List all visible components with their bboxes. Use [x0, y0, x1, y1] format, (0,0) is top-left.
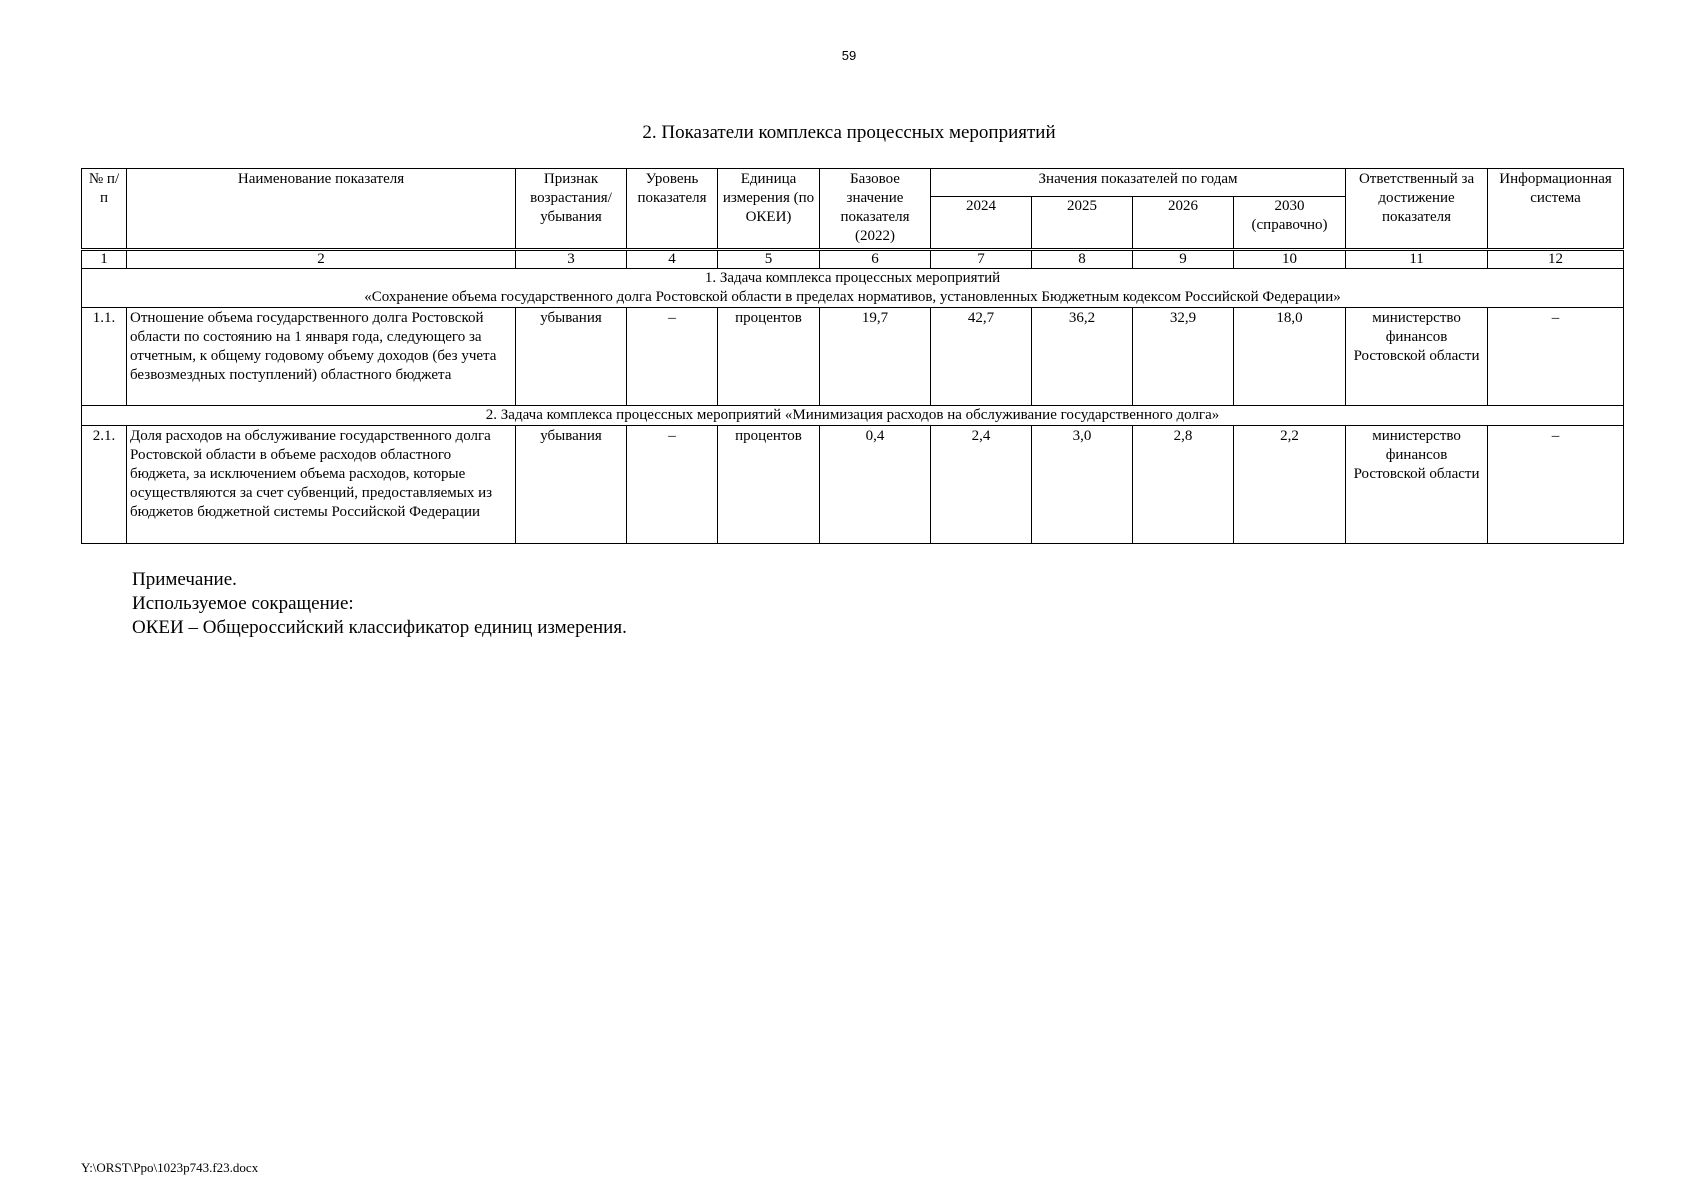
header-base: Базовое значение показателя (2022) [820, 169, 931, 250]
column-number: 3 [516, 250, 627, 269]
header-responsible: Ответственный за достижение показателя [1346, 169, 1488, 250]
row-y2030: 2,2 [1234, 426, 1346, 544]
row-level: – [627, 308, 718, 406]
header-level: Уровень показателя [627, 169, 718, 250]
header-trend: Признак возрастания/ убывания [516, 169, 627, 250]
column-number: 12 [1488, 250, 1624, 269]
table-row [82, 426, 1624, 544]
footer-file-path: Y:\ORST\Ppo\1023p743.f23.docx [81, 1160, 259, 1175]
row-name: Отношение объема государственного долга Ростовской области по состоянию на 1 января года, следующего за отчетным, к общему годовому объему доходов (без учета безвозмездных поступлений) областного бюджета [127, 308, 516, 406]
row-info-system: – [1488, 426, 1624, 544]
task-1-header [82, 269, 1624, 308]
header-unit: Единица измерения (по ОКЕИ) [718, 169, 820, 250]
header-name: Наименование показателя [127, 169, 516, 250]
row-num: 1.1. [82, 308, 127, 406]
column-number: 10 [1234, 250, 1346, 269]
row-unit: процентов [718, 308, 820, 406]
row-num: 2.1. [82, 426, 127, 544]
task-1-description: «Сохранение объема государственного долга Ростовской области в пределах нормативов, установленных Бюджетным кодексом Российской Федерации» [364, 289, 1341, 305]
row-y2024: 42,7 [931, 308, 1032, 406]
column-number: 5 [718, 250, 820, 269]
notes-block [132, 568, 627, 640]
column-number: 7 [931, 250, 1032, 269]
task-2-header-row [82, 406, 1624, 426]
indicators-table [81, 168, 1624, 544]
row-base: 0,4 [820, 426, 931, 544]
row-responsible: министерство финансов Ростовской области [1346, 426, 1488, 544]
header-info-system: Информационная система [1488, 169, 1624, 250]
row-level: – [627, 426, 718, 544]
page-number: 59 [841, 48, 857, 63]
task-1-header-row [82, 269, 1624, 308]
row-y2026: 2,8 [1133, 426, 1234, 544]
header-num: № п/п [82, 169, 127, 250]
table-header-row [82, 169, 1624, 197]
task-2-header: 2. Задача комплекса процессных мероприятий «Минимизация расходов на обслуживание государственного долга» [82, 406, 1624, 426]
task-1-title: 1. Задача комплекса процессных мероприятий [704, 270, 1001, 286]
header-year-2025: 2025 [1032, 196, 1133, 249]
row-base: 19,7 [820, 308, 931, 406]
column-number: 9 [1133, 250, 1234, 269]
row-name: Доля расходов на обслуживание государственного долга Ростовской области в объеме расходов областного бюджета, за исключением объема расходов, которые осуществляются за счет субвенций, предоставляемых из бюджетов бюджетной системы Российской Федерации [127, 426, 516, 544]
row-y2030: 18,0 [1234, 308, 1346, 406]
row-responsible: министерство финансов Ростовской области [1346, 308, 1488, 406]
column-numbers-row [82, 250, 1624, 269]
column-number: 6 [820, 250, 931, 269]
header-year-2026: 2026 [1133, 196, 1234, 249]
note-abbreviation: ОКЕИ – Общероссийский классификатор единиц измерения. [132, 617, 627, 638]
row-trend: убывания [516, 426, 627, 544]
table-row [82, 308, 1624, 406]
row-trend: убывания [516, 308, 627, 406]
row-info-system: – [1488, 308, 1624, 406]
column-number: 2 [127, 250, 516, 269]
column-number: 11 [1346, 250, 1488, 269]
row-unit: процентов [718, 426, 820, 544]
note-title: Примечание. [132, 569, 237, 590]
header-year-2024: 2024 [931, 196, 1032, 249]
column-number: 8 [1032, 250, 1133, 269]
column-number: 4 [627, 250, 718, 269]
column-number: 1 [82, 250, 127, 269]
row-y2025: 36,2 [1032, 308, 1133, 406]
header-year-2030: 2030 (справочно) [1234, 196, 1346, 249]
header-years-group: Значения показателей по годам [931, 169, 1346, 197]
row-y2024: 2,4 [931, 426, 1032, 544]
section-title: 2. Показатели комплекса процессных мероприятий [642, 122, 1056, 143]
row-y2026: 32,9 [1133, 308, 1234, 406]
note-abbreviation-label: Используемое сокращение: [132, 593, 354, 614]
row-y2025: 3,0 [1032, 426, 1133, 544]
